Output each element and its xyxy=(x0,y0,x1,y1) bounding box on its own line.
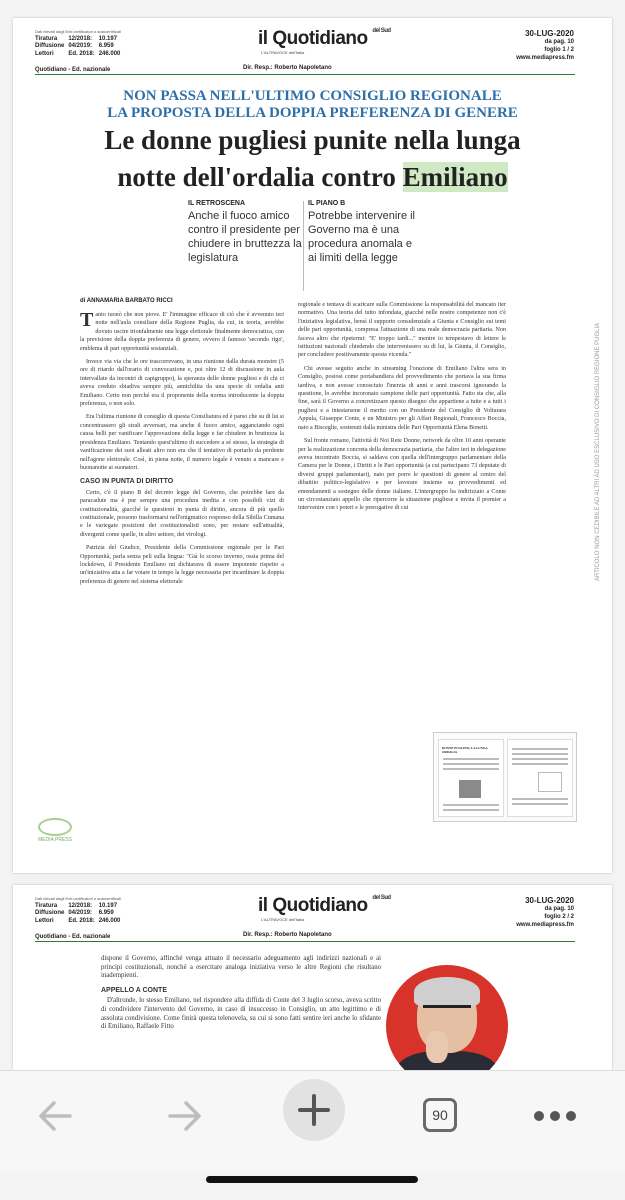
home-indicator[interactable] xyxy=(206,1176,418,1183)
sheet-number: foglio 2 / 2 xyxy=(544,914,574,920)
stat-value: 6.959 xyxy=(98,910,114,916)
mediapress-text: MEDIA PRESS xyxy=(38,837,72,843)
stat-label: Tiratura xyxy=(35,902,58,909)
issue-info xyxy=(516,30,574,62)
byline: di ANNAMARIA BARBATO RICCI xyxy=(80,298,173,304)
thumbnail-title: DONNE PUGLIESI, LA LUNGA ORDALIA xyxy=(442,746,488,754)
article-column-2 xyxy=(298,301,506,721)
stats-note: Dati rilevati dagli Enti certificatori o autocertificati xyxy=(35,896,121,901)
paragraph: anto tuonò che non piove. E' l'immagine efficace di ciò che è avvenuto ieri notte nell'aula consiliare della Regione Puglia, da cui, in teoria, avrebbe dovuto uscire trionfalmente una legge elettorale finalmente democratica, con la previsione della doppia preferenza di genere, ovvero il famoso 'secondo rigo', emblema di pari opportunità sostanziali. xyxy=(80,312,284,352)
section-heading: CASO IN PUNTA DI DIRITTO xyxy=(80,478,174,486)
edition-label: Quotidiano - Ed. nazionale xyxy=(35,67,111,73)
logo-subtitle: L'ALTRAVOCE dell'Italia xyxy=(261,50,305,55)
stat-value: 10.197 xyxy=(98,902,118,909)
paragraph: Era l'ultima riunione di consiglio di questa Consiliatura ed è parso che su di lui si concentrassero gli strali avversari, ma anche il fuoco amico, agganciando ogni causa belli per vanificare l'approvazione della legge e far chiudere in bruttezza la presidenza Emiliano. Tentando quest'ultimo di succedere a sé stesso, la strategia di vanificazione dei suoi alleati altro non era che il tentativo di portarlo da perdente nell'agone elettorale. Così, in piena notte, il numero legale è venuto a mancare e buonanotte ai suonatori. xyxy=(80,414,284,471)
thumbnail-page xyxy=(507,739,573,817)
paragraph: Chi avesse seguito anche in streaming l'orazione di Emiliano l'altra sera in Consiglio, postosi come portabandiera del provvedimento che portava la sua firma tardiva, e non avesse conosciuto l'inerzia di anni e anni trascorsi ignorando la questione, lo avrebbe incoronato campione delle pari opportunità. Fatto sta che, alla fine, sarà il Governo a concretizzare questo disegno che appartiene a tutte e a tutti i pugliesi e a intestarsene il merito con un Presidente del Consiglio di Volturara Appula, Giuseppe Conte, e un Ministro per gli Affari Regionali, Francesco Boccia, nato a Bisceglie, sostenuti dalla ministra delle Pari Opportunità Elena Bonetti. xyxy=(298,365,506,431)
stat-label: Lettori xyxy=(35,50,54,57)
paragraph: D'altronde, lo stesso Emiliano, nel rispondere alla diffida di Conte del 3 luglio scorso, aveva scritto di condividere l'intervento del Governo, in caso di insuccesso in Consiglio, un atto legittimo e di assoluta condivisione. Come finirà questa telenovela, su cui si sono fatti sentire ieri anche lo sfidante di Emiliano, Raffaele Fitto xyxy=(101,997,381,1031)
kicker-line-1: NON PASSA NELL'ULTIMO CONSIGLIO REGIONALE xyxy=(123,88,502,104)
more-dots-icon xyxy=(532,1109,578,1123)
paragraph: Sul fronte romano, l'attività di Noi Rete Donne, network da oltre 10 anni operante per la realizzazione concreta della democrazia paritaria, che l'altro ieri in delegazione aveva incontrato Boccia, si saldava con quella dell'intergruppo parlamentare della Camera per le Donne, i Diritti e le Pari opportunità (a cui partecipano 73 deputate di diversi gruppi parlamentari), nato per porre le questioni di genere al centro del dibattito politico-legislativo e per lavorare insieme su provvedimenti ed emendamenti a sostegno delle donne italiane. L'intergruppo ha indirizzato a Conte un circostanziato appello che ripercorre la situazione pugliese e invita il premier a intervenire con i poteri e le prerogative di cui xyxy=(298,438,506,512)
newspaper-logo xyxy=(258,28,391,50)
stat-period: Ed. 2018: xyxy=(68,917,95,924)
stat-period: 04/2019: xyxy=(68,910,93,916)
plus-icon xyxy=(297,1093,331,1127)
page-ref: da pag. 10 xyxy=(544,39,574,45)
page-header xyxy=(13,885,612,955)
stat-period: 12/2018: xyxy=(68,902,93,909)
stat-value: 10.197 xyxy=(98,35,118,42)
mediapress-logo xyxy=(38,818,72,843)
edition-label: Quotidiano - Ed. nazionale xyxy=(35,934,111,940)
circulation-stats xyxy=(35,895,124,925)
mediapress-mark xyxy=(38,818,72,836)
headline-line-2 xyxy=(13,160,612,195)
circulation-stats xyxy=(35,28,124,58)
copyright-watermark xyxy=(588,288,600,588)
paragraph: regionale e tentava di scaricare sulla Commissione la responsabilità del mancato iter normativo. Una teoria del tutto infondata, giacché nelle nostre competenze non c'è l'iniziativa legislativa, bensì il supporto consulenziale a Giunta e Consiglio sui temi delle pari opportunità, compresa l'attuazione di una reale democrazia paritaria. Non faceva altro che ripetermi: "E' troppo tardi..." mentre io tempestavo di lettere le istituzioni nazionali chiedendo che intervenissero su di lui, la Giunta, il Consiglio, per concludere positivamente questa vicenda." xyxy=(298,302,506,359)
newspaper-page-2[interactable] xyxy=(13,885,612,1070)
logo-suffix: del Sud xyxy=(372,28,391,34)
thumbnail-page xyxy=(438,739,504,817)
newspaper-logo xyxy=(258,895,391,917)
stat-label: Tiratura xyxy=(35,35,58,42)
logo-suffix: del Sud xyxy=(372,895,391,901)
stat-value: 246.000 xyxy=(98,917,121,924)
sidebar-label: IL PIANO B xyxy=(308,200,346,207)
sidebar-label: IL RETROSCENA xyxy=(188,200,246,207)
page-header xyxy=(13,18,612,88)
page-ref: da pag. 10 xyxy=(544,906,574,912)
logo-text: il Quotidiano xyxy=(258,28,368,49)
headline-text: notte dell'ordalia contro xyxy=(117,162,403,192)
paragraph: Invece via via che le ore trascorrevano, in una riunione dalla durata monstre (5 ore di ritardo dall'orario di convocazione e, poi oltre 12 di discussione in aula intervallate da incontri di capigruppo), la speranza delle donne pugliesi e di chi ci aveva creduto sbiadiva sempre più, annichilita da una specie di ordalia anti Emiliano. Certo non perché era il proponente della norma introducente la doppia preferenza, o non solo. xyxy=(80,359,284,408)
more-menu-button[interactable] xyxy=(530,1091,580,1141)
kicker-line-2: LA PROPOSTA DELLA DOPPIA PREFERENZA DI GENERE xyxy=(107,105,518,121)
sidebar-text: Anche il fuoco amico contro il presidente per chiudere in bruttezza la legislatura xyxy=(188,210,302,264)
logo-text: il Quotidiano xyxy=(258,895,368,916)
stats-note: Dati rilevati dagli Enti certificatori o autocertificati xyxy=(35,29,121,34)
tabs-button[interactable] xyxy=(418,1093,462,1137)
back-button[interactable] xyxy=(30,1091,80,1141)
stat-period: 12/2018: xyxy=(68,35,93,42)
website: www.mediapress.fm xyxy=(516,55,574,61)
website: www.mediapress.fm xyxy=(516,922,574,928)
paragraph: Patrizia del Giudice, Presidente della Commissione regionale per le Pari Opportunità, parla senza peli sulla lingua: "Già lo scorso inverno, ossia prima del lockdown, il Presidente Emiliano mi dichiarava di essere impotente rispetto a un'iniziativa atta a far votare in tempo la legge necessaria per incardinare la doppia preferenza di genere nel sistema elettorale xyxy=(80,545,284,585)
stat-value: 246.000 xyxy=(98,50,121,57)
newspaper-page-1[interactable] xyxy=(13,18,612,873)
article-column-1 xyxy=(80,311,284,856)
divider xyxy=(303,201,304,291)
paragraph: dispone il Governo, affinché venga attuato il necessario adeguamento agli indirizzi nazionali e ai principi costituzionali, nonché a esercitare analoga iniziativa verso le altre Regioni che risultano inadempienti. xyxy=(101,955,381,980)
header-rule xyxy=(35,941,575,942)
arrow-left-icon xyxy=(34,1095,76,1137)
sidebar-retroscena xyxy=(188,200,303,265)
article-continuation xyxy=(101,955,381,1070)
director-label: Dir. Resp.: Roberto Napoletano xyxy=(243,65,332,71)
tab-count: 90 xyxy=(423,1098,457,1132)
stat-label: Lettori xyxy=(35,917,54,924)
stat-label: Diffusione xyxy=(35,910,65,916)
politician-photo xyxy=(386,965,508,1070)
forward-button[interactable] xyxy=(160,1091,210,1141)
browser-toolbar xyxy=(0,1070,625,1171)
headline-line-1: Le donne pugliesi punite nella lunga xyxy=(104,125,521,155)
headline-highlight: Emiliano xyxy=(402,162,508,192)
paragraph: Certo, c'è il piano B del decreto legge del Governo, che potrebbe fare da paracadute ma è pur sempre una procedura inedita e con possibili vizi di costituzionalità, giacché le questioni in punta di diritto, ancora di più quello costituzionale, possono trasformarsi nell'enigmatico responso della Sibilla Cumana e le variegate posizioni dei costituzionalisti sono, per restare sull'attualità, divergenti come quelle, in altro settore, dei virologi. xyxy=(80,489,284,538)
drop-cap: T xyxy=(80,311,94,331)
sidebar-text: Potrebbe intervenire il Governo ma è una procedura anomala e ai limiti della legge xyxy=(308,210,416,264)
stat-period: 04/2019: xyxy=(68,43,93,49)
thumbnail-photo xyxy=(459,780,481,798)
issue-date: 30-LUG-2020 xyxy=(525,29,574,38)
stat-period: Ed. 2018: xyxy=(68,50,95,57)
header-rule xyxy=(35,74,575,75)
logo-subtitle: L'ALTRAVOCE dell'Italia xyxy=(261,917,305,922)
issue-info xyxy=(516,897,574,929)
issue-date: 30-LUG-2020 xyxy=(525,896,574,905)
arrow-right-icon xyxy=(164,1095,206,1137)
director-label: Dir. Resp.: Roberto Napoletano xyxy=(243,932,332,938)
sidebar-piano-b xyxy=(308,200,423,265)
sheet-number: foglio 1 / 2 xyxy=(544,47,574,53)
stat-value: 6.959 xyxy=(98,43,114,49)
page-thumbnail xyxy=(433,732,577,822)
section-heading: APPELLO A CONTE xyxy=(101,986,167,994)
watermark-text: ARTICOLO NON CEDIBILE AD ALTRI AD USO ESCLUSIVO DI CONSIGLIO REGIONE PUGLIA xyxy=(595,322,601,581)
new-tab-button[interactable] xyxy=(283,1079,345,1141)
stat-label: Diffusione xyxy=(35,43,65,49)
